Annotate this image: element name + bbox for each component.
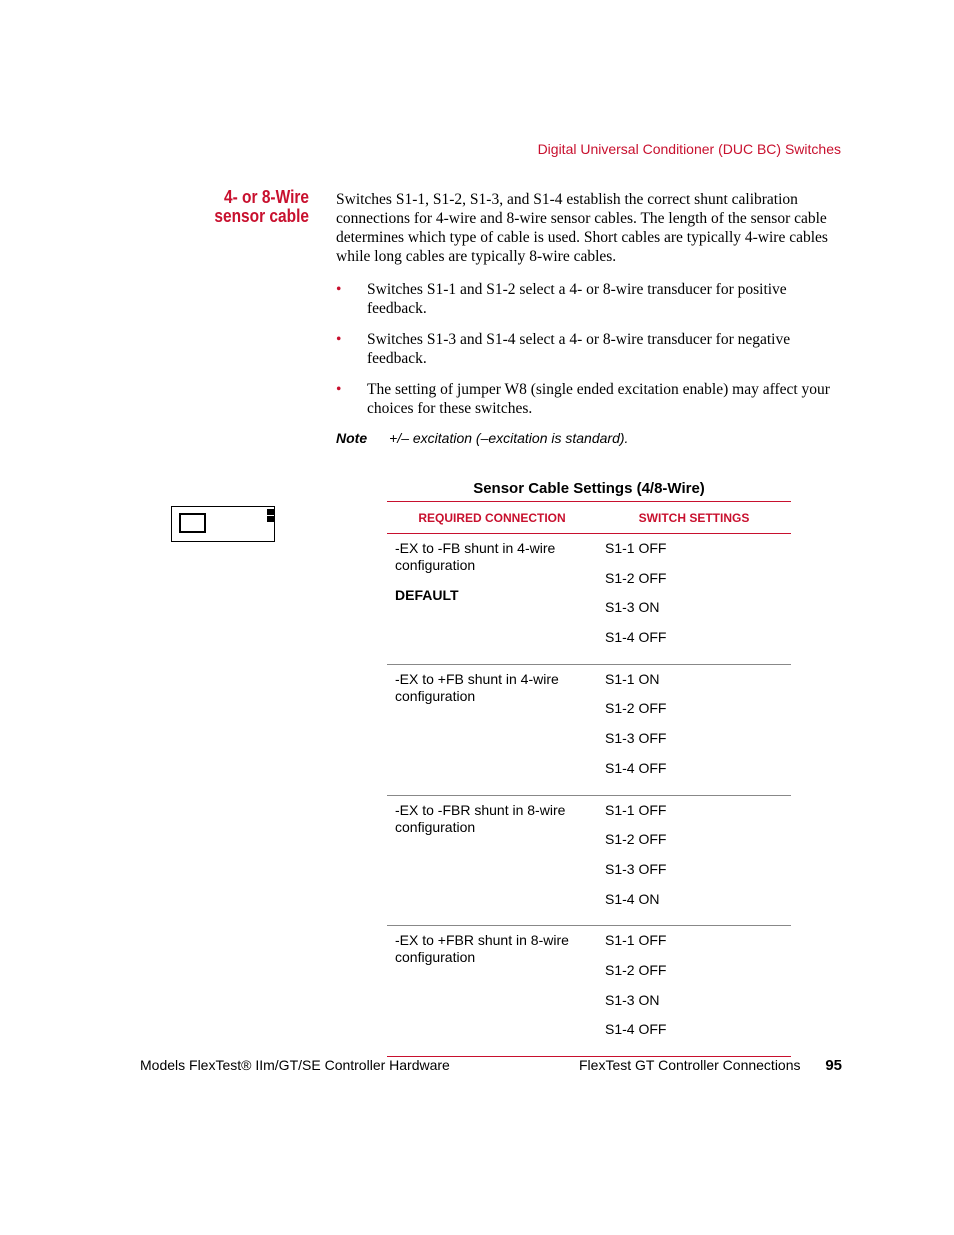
switch-pin [267, 516, 274, 522]
settings-table [387, 501, 791, 1057]
switch-setting: S1-3 OFF [605, 860, 667, 877]
connection-text: -EX to -FB shunt in 4-wire configuration [395, 540, 556, 573]
footer-manual-title: Models FlexTest® IIm/GT/SE Controller Hardware [140, 1057, 450, 1073]
table-title: Sensor Cable Settings (4/8-Wire) [473, 480, 705, 497]
switch-setting: S1-2 OFF [605, 961, 667, 978]
switch-setting: S1-4 OFF [605, 759, 667, 776]
note-label: Note [336, 430, 368, 446]
bullet-text: Switches S1-1 and S1-2 select a 4- or 8-wire transducer for positive feedback. [367, 281, 787, 317]
table-row [387, 534, 791, 665]
intro-paragraph: Switches S1-1, S1-2, S1-3, and S1-4 establish the correct shunt calibration connections for 4-wire and 8-wire sensor cables. The length of the sensor cable determines which type of cable is used. Short cables are typically 4-wire cables while long cables are typically 8-wire cables. [336, 191, 828, 265]
bullet-text: Switches S1-3 and S1-4 select a 4- or 8-wire transducer for negative feedback. [367, 331, 791, 367]
connection-text: -EX to -FBR shunt in 8-wire configuration [395, 801, 566, 835]
list-item [336, 330, 841, 368]
switch-cell [597, 795, 791, 926]
list-item [336, 280, 841, 318]
table-row [387, 926, 791, 1057]
switch-cell [597, 926, 791, 1057]
bullet-icon: • [336, 381, 342, 398]
connection-text: -EX to +FBR shunt in 8-wire configuration [395, 932, 569, 966]
column-header-switches: SWITCH SETTINGS [597, 502, 791, 534]
default-label: DEFAULT [395, 587, 459, 603]
section-heading [198, 188, 309, 226]
table-header-row [387, 502, 791, 534]
section-heading-line2: sensor cable [214, 206, 309, 226]
switch-body [179, 513, 206, 533]
bullet-icon: • [336, 331, 342, 348]
switch-pin [267, 509, 274, 515]
switch-cell [597, 534, 791, 665]
page-number: 95 [825, 1057, 842, 1074]
note-text: +/– excitation (–excitation is standard). [389, 430, 629, 446]
switch-setting: S1-1 OFF [605, 801, 667, 818]
switch-cell [597, 664, 791, 795]
switch-setting: S1-1 OFF [605, 932, 667, 949]
switch-setting: S1-3 ON [605, 991, 660, 1008]
dip-switch-icon [171, 506, 275, 542]
switch-setting: S1-1 ON [605, 670, 660, 687]
running-header: Digital Universal Conditioner (DUC BC) Switches [537, 141, 841, 157]
connection-cell [387, 795, 597, 926]
switch-setting: S1-4 OFF [605, 1021, 667, 1038]
note [336, 430, 628, 446]
table-row [387, 664, 791, 795]
table-row [387, 795, 791, 926]
switch-setting: S1-4 OFF [605, 629, 667, 646]
section-heading-line1: 4- or 8-Wire [223, 187, 309, 207]
bullet-list [336, 280, 841, 430]
switch-setting: S1-2 OFF [605, 569, 667, 586]
switch-setting: S1-2 OFF [605, 831, 667, 848]
footer-chapter-title: FlexTest GT Controller Connections [579, 1057, 801, 1073]
connection-cell [387, 664, 597, 795]
switch-setting: S1-1 OFF [605, 540, 667, 556]
column-header-connection: REQUIRED CONNECTION [387, 502, 597, 534]
connection-text: -EX to +FB shunt in 4-wire configuration [395, 670, 559, 704]
bullet-icon: • [336, 281, 342, 298]
switch-setting: S1-2 OFF [605, 700, 667, 717]
list-item [336, 380, 841, 418]
bullet-text: The setting of jumper W8 (single ended excitation enable) may affect your choices for these switches. [367, 381, 830, 417]
switch-setting: S1-3 ON [605, 599, 660, 616]
connection-cell [387, 534, 597, 665]
connection-cell [387, 926, 597, 1057]
switch-setting: S1-3 OFF [605, 730, 667, 747]
switch-setting: S1-4 ON [605, 890, 660, 907]
